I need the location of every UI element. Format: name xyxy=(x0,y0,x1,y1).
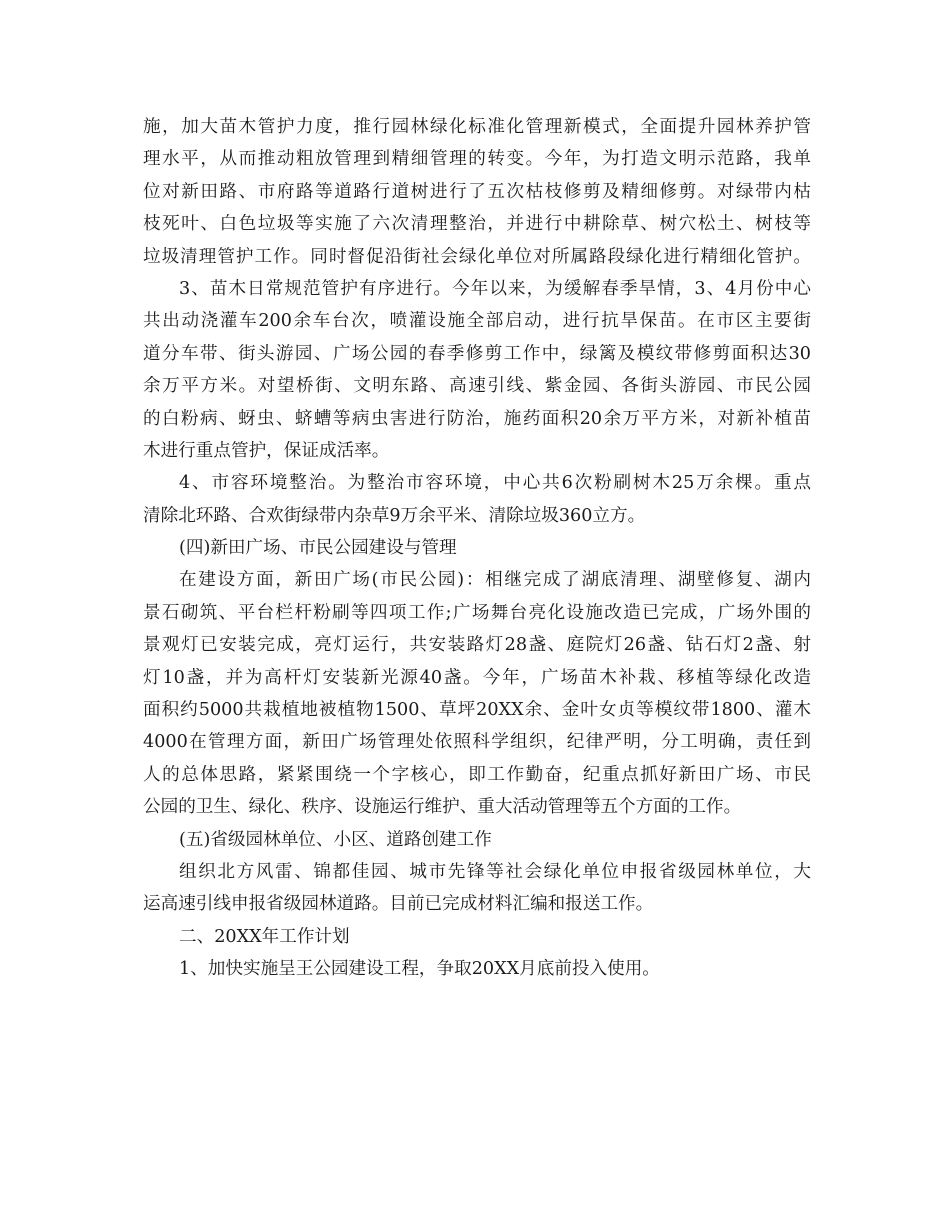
text-line: 在建设方面，新田广场(市民公园)：相继完成了湖底清理、湖壁修复、湖内 xyxy=(179,570,811,591)
text-line: 4000在管理方面，新田广场管理处依照科学组织，纪律严明，分工明确，责任到 xyxy=(143,732,811,753)
text-line: 3、苗木日常规范管护有序进行。今年以来，为缓解春季旱情，3、4月份中心 xyxy=(179,278,811,299)
text-line: 道分车带、街头游园、广场公园的春季修剪工作中，绿篱及模纹带修剪面积达30 xyxy=(143,343,811,364)
text-line: 共出动浇灌车200余车台次，喷灌设施全部启动，进行抗旱保苗。在市区主要街 xyxy=(143,311,811,332)
text-line: 灯10盏，并为高杆灯安装新光源40盏。今年，广场苗木补栽、移植等绿化改造 xyxy=(143,667,811,688)
text-line: 施，加大苗木管护力度，推行园林绿化标准化管理新模式，全面提升园林养护管 xyxy=(143,117,811,137)
text-line: 二、20XX年工作计划 xyxy=(179,926,350,947)
text-line: 运高速引线申报省级园林道路。目前已完成材料汇编和报送工作。 xyxy=(143,894,654,915)
text-line: 组织北方风雷、锦都佳园、城市先锋等社会绿化单位申报省级园林单位，大 xyxy=(179,861,811,882)
text-line: 1、加快实施呈王公园建设工程，争取20XX月底前投入使用。 xyxy=(179,959,660,980)
text-line: (五)省级园林单位、小区、道路创建工作 xyxy=(179,829,492,850)
text-line: 余万平方米。对望桥街、文明东路、高速引线、紫金园、各街头游园、市民公园 xyxy=(143,376,811,397)
text-line: 景观灯已安装完成，亮灯运行，共安装路灯28盏、庭院灯26盏、钻石灯2盏、射 xyxy=(143,635,811,656)
text-line: 木进行重点管护，保证成活率。 xyxy=(143,440,390,461)
text-line: 人的总体思路，紧紧围绕一个字核心，即工作勤奋，纪重点抓好新田广场、市民 xyxy=(143,764,811,785)
text-line: 位对新田路、市府路等道路行道树进行了五次枯枝修剪及精细修剪。对绿带内枯 xyxy=(143,181,811,202)
text-line: 景石砌筑、平台栏杆粉刷等四项工作;广场舞台亮化设施改造已完成，广场外围的 xyxy=(143,602,811,623)
text-line: 清除北环路、合欢街绿带内杂草9万余平米、清除垃圾360立方。 xyxy=(143,505,646,526)
text-line: (四)新田广场、市民公园建设与管理 xyxy=(179,538,457,559)
text-line: 公园的卫生、绿化、秩序、设施运行维护、重大活动管理等五个方面的工作。 xyxy=(143,797,742,818)
text-line: 4、市容环境整治。为整治市容环境，中心共6次粉刷树木25万余棵。重点 xyxy=(179,473,811,494)
text-line: 枝死叶、白色垃圾等实施了六次清理整治，并进行中耕除草、树穴松土、树枝等 xyxy=(143,214,811,235)
text-line: 垃圾清理管护工作。同时督促沿街社会绿化单位对所属路段绿化进行精细化管护。 xyxy=(143,246,811,267)
text-line: 面积约5000共栽植地被植物1500、草坪20XX余、金叶女贞等模纹带1800、灌木 xyxy=(143,700,811,721)
text-line: 理水平，从而推动粗放管理到精细管理的转变。今年，为打造文明示范路，我单 xyxy=(143,149,811,170)
text-line: 的白粉病、蚜虫、蛴螬等病虫害进行防治，施药面积20余万平方米，对新补植苗 xyxy=(143,408,811,429)
document-body xyxy=(143,111,811,986)
